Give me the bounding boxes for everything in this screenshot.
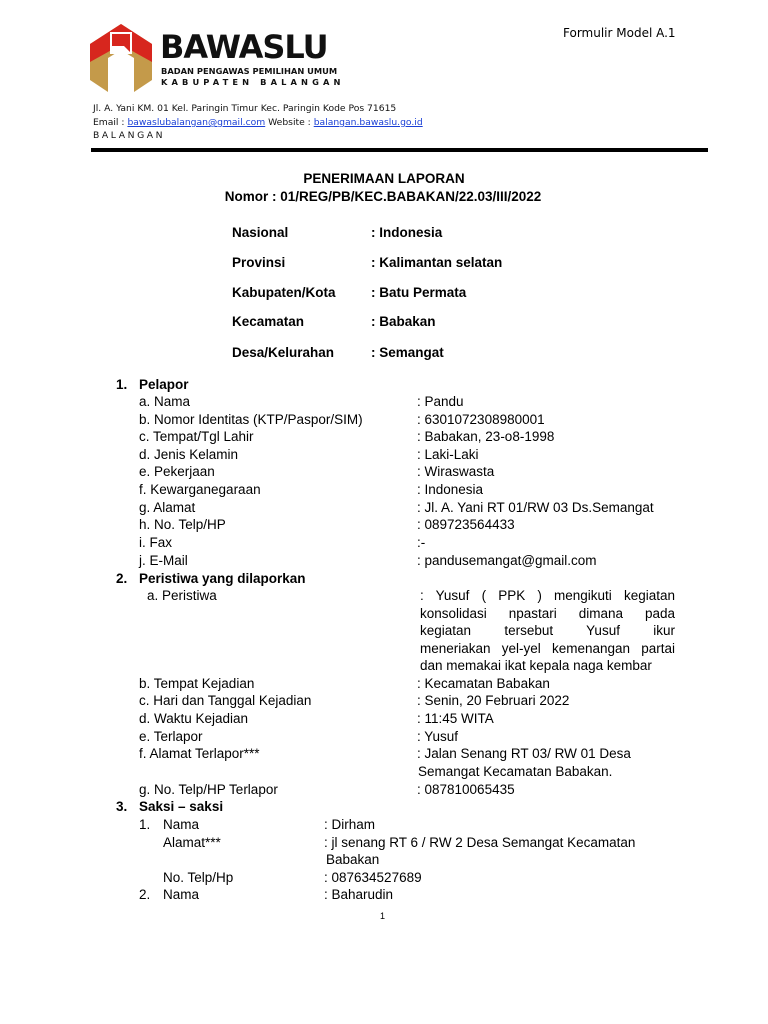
field-value: : Babakan, 23-o8-1998 [417,429,555,444]
location-label: Kabupaten/Kota [232,285,336,300]
witness-value: : 087634527689 [324,870,422,885]
field-label: i. Fax [139,535,173,550]
field-label: d. Jenis Kelamin [139,447,239,462]
field-value: : Pandu [417,394,464,409]
section-title-pelapor: Pelapor [139,377,189,392]
location-value: : Indonesia [371,225,443,240]
email-label: Email : [93,117,125,128]
field-label: g. No. Telp/HP Terlapor [139,782,278,797]
website-link[interactable]: balangan.bawaslu.go.id [313,117,423,128]
bawaslu-logo-icon [88,22,154,94]
witness-value-continued: Babakan [326,852,380,867]
field-value: : Kecamatan Babakan [417,676,550,691]
field-value: : Yusuf [417,729,459,744]
event-line: : Yusuf ( PPK ) mengikuti kegiatan [420,588,675,603]
field-value: : 6301072308980001 [417,412,545,427]
field-value: : Jl. A. Yani RT 01/RW 03 Ds.Semangat [417,500,654,515]
event-description [420,587,675,675]
location-label: Kecamatan [232,314,305,329]
field-label: e. Terlapor [139,729,203,744]
field-value: : Senin, 20 Februari 2022 [417,693,570,708]
field-label: f. Alamat Terlapor*** [139,746,260,761]
field-label: b. Tempat Kejadian [139,676,255,691]
field-label: g. Alamat [139,500,196,515]
field-label: c. Tempat/Tgl Lahir [139,429,254,444]
field-value-continued: Semangat Kecamatan Babakan. [418,764,613,779]
org-regency: KABUPATEN BALANGAN [161,77,345,87]
field-label: e. Pekerjaan [139,464,215,479]
org-name: BAWASLU [160,28,328,66]
field-label: d. Waktu Kejadian [139,711,249,726]
section-title-saksi: Saksi – saksi [139,799,224,814]
document-number: Nomor : 01/REG/PB/KEC.BABAKAN/22.03/III/2022 [224,189,542,204]
location-value: : Semangat [371,345,444,360]
form-model-label: Formulir Model A.1 [563,26,676,40]
field-label: j. E-Mail [139,553,188,568]
event-line: konsolidasi npastari dimana pada [420,605,675,621]
witness-number: 1. [139,817,151,832]
witness-label: No. Telp/Hp [163,870,234,885]
location-label: Nasional [232,225,289,240]
field-value: : 11:45 WITA [417,711,494,726]
office-address: Jl. A. Yani KM. 01 Kel. Paringin Timur Kec. Paringin Kode Pos 71615 [93,103,397,114]
witness-label: Nama [163,817,200,832]
email-link[interactable]: bawaslubalangan@gmail.com [127,117,266,128]
location-value: : Babakan [371,314,436,329]
witness-number: 2. [139,887,151,902]
field-label: f. Kewarganegaraan [139,482,261,497]
location-value: : Kalimantan selatan [371,255,503,270]
section-title-peristiwa: Peristiwa yang dilaporkan [139,571,306,586]
field-label: a. Peristiwa [147,588,217,603]
event-line: meneriakan yel-yel kemenangan partai [420,640,675,656]
witness-label: Nama [163,887,200,902]
location-label: Provinsi [232,255,286,270]
location-label: Desa/Kelurahan [232,345,335,360]
org-subtitle: BADAN PENGAWAS PEMILIHAN UMUM [161,66,338,76]
event-line: kegiatan tersebut Yusuf ikur [420,623,675,639]
field-value: : pandusemangat@gmail.com [417,553,597,568]
location-value: : Batu Permata [371,285,467,300]
page-number: 1 [380,911,386,921]
field-value: : Laki-Laki [417,447,479,462]
field-value: : Jalan Senang RT 03/ RW 01 Desa [417,746,631,761]
witness-value: : Dirham [324,817,376,832]
witness-label: Alamat*** [163,835,221,850]
header-divider [91,148,708,152]
witness-value: : Baharudin [324,887,394,902]
witness-value: : jl senang RT 6 / RW 2 Desa Semangat Kecamatan [324,835,636,850]
section-number: 2. [116,571,128,586]
field-label: h. No. Telp/HP [139,517,226,532]
section-number: 3. [116,799,128,814]
field-value: : 087810065435 [417,782,515,797]
field-value: :- [417,535,426,550]
contact-line [93,117,423,128]
website-label: Website : [268,117,311,128]
field-label: a. Nama [139,394,191,409]
field-value: : Wiraswasta [417,464,495,479]
field-label: b. Nomor Identitas (KTP/Paspor/SIM) [139,412,363,427]
city-name: BALANGAN [93,130,166,141]
section-number: 1. [116,377,128,392]
field-value: : 089723564433 [417,517,515,532]
field-label: c. Hari dan Tanggal Kejadian [139,693,312,708]
field-value: : Indonesia [417,482,484,497]
document-title: PENERIMAAN LAPORAN [303,171,465,186]
event-line: dan memakai ikat kepala naga kembar [420,658,652,674]
